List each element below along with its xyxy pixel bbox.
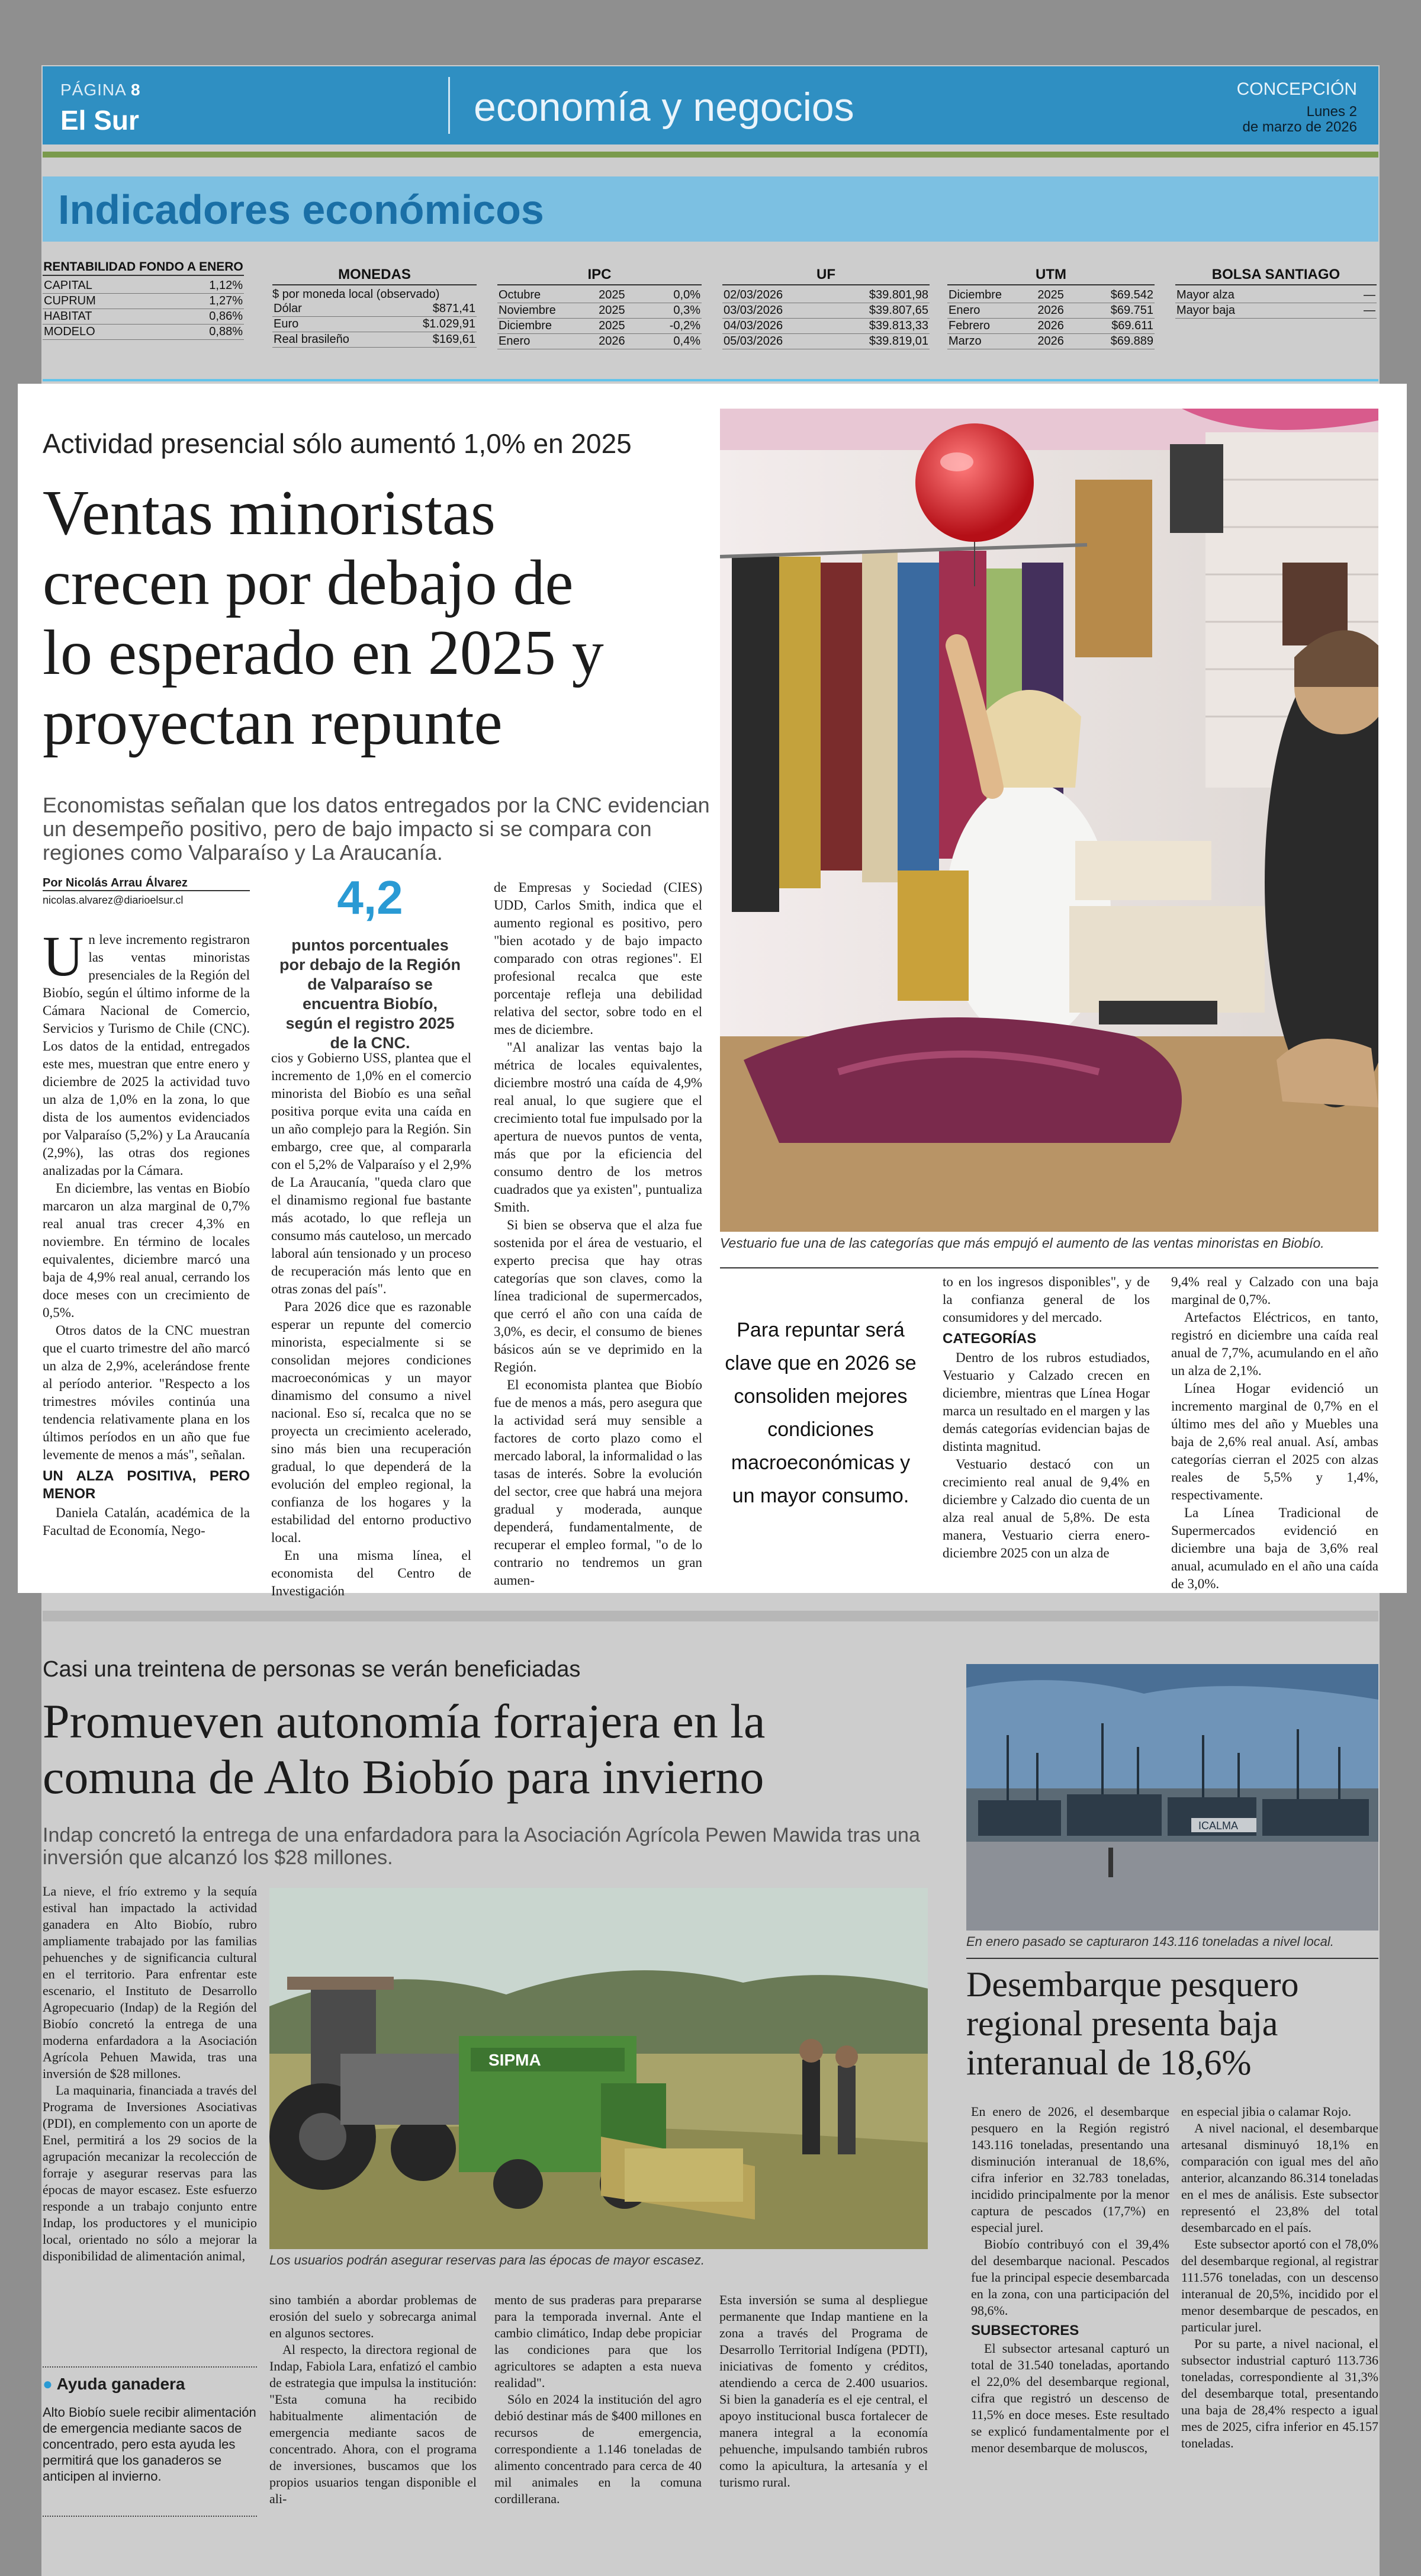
article1-column-2: cios y Gobierno USS, plantea que el incremento de 1,0% en el comercio minorista del Biobío es una señal positiva porque evita una caída en un año complejo para la Región. Sin embargo, cree que, al compararla con el 5,2% de Valparaíso y el 2,9% de La Araucanía, "queda claro que el dinamismo regional fue bastante más acotado, lo que refleja un consumo más cauteloso, un mercado laboral aún tensionado y un proceso de recuperación más lento que en otras zonas del país". Para 2026 dice que es razonable esperar un repunte del comercio minorista, especialmente si se consolidan mejores condiciones macroeconómicas y un mayor dinamismo del consumo a nivel nacional. Eso sí, recalca que no se proyecta un crecimiento acelerado, sino más bien una recuperación gradual, lo que dependerá de la evolución del empleo regional, la confianza de los hogares y la estabilidad del entorno productivo local. En una misma línea, el economista del Centro de Investigación [271, 1051, 471, 1598]
indicator-cell: MODELO [43, 325, 164, 340]
article2-headline [43, 1694, 943, 1805]
indicator-row [1175, 303, 1377, 319]
harbor-photo-illustration [966, 1664, 1378, 1931]
harbor-rule [966, 1958, 1378, 1959]
indicator-row [497, 303, 702, 319]
indicator-cell: 02/03/2026 [722, 288, 826, 303]
article1-column-5: 9,4% real y Calzado con una baja marginal de 0,7%. Artefactos Eléctricos, en tanto, registró en diciembre una caída real anual de 7,7%, acumulando en el año un alza de 2,1%. Línea Hogar evidenció un incremento marginal de 0,7% en el último mes del año y Muebles una baja de 2,6% real anual. Así, ambas categorías cierran el 2025 con alzas reales de 5,5% y 1,4%, respectivamente. La Línea Tradicional de Supermercados evidenció en diciembre una baja de 3,6% real anual, acumulado en el año una caída de 3,0%. [1171, 1274, 1378, 1591]
indicator-bolsa: BOLSA SANTIAGO Mayor alza — Mayor baja — [1175, 266, 1377, 319]
indicator-cell: Real brasileño [272, 332, 392, 348]
edition-city: CONCEPCIÓN [1236, 79, 1357, 99]
indicator-cell: $169,61 [392, 332, 477, 348]
indicator-row [497, 319, 702, 334]
indicator-cell: 1,27% [164, 294, 244, 309]
headline-line: Promueven autonomía forrajera en la [43, 1694, 766, 1748]
monedas-table [272, 301, 477, 348]
indicator-row [43, 325, 244, 340]
indicator-cell: Enero [947, 303, 1036, 319]
article1-lead-paragraph: Un leve incremento registraron las ventas minoristas presenciales de la Región del Biobío, según el último informe de la Cámara Nacional de Comercio, Servicios y Turismo de Chile (CNC). Los datos de la entidad, entregados este mes, muestran que entre enero y diciembre de 2025 la actividad tuvo un alza de 1,0% en la zona, lo que dista de los aumentos evidenciados por Valparaíso (5,2%) y La Araucanía (2,9%), las otras dos regiones analizadas por la Cámara. [43, 924, 250, 1178]
indicator-cell: Euro [272, 317, 392, 332]
indicator-cell: $69.751 [1082, 303, 1155, 319]
indicator-cell: 0,4% [646, 334, 702, 349]
indicator-cell: Diciembre [947, 288, 1036, 303]
indicator-row [497, 334, 702, 349]
pull-quote: Para repuntar será clave que en 2026 se consoliden mejores condiciones macroeconómicas y un mayor consumo. [725, 1319, 917, 1507]
indicator-cell: Noviembre [497, 303, 597, 319]
indicator-row [1175, 288, 1377, 303]
green-rule [43, 152, 1378, 158]
header-divider [448, 77, 450, 134]
article1-byline: Por Nicolás Arrau Álvarez [43, 876, 250, 891]
baler-photo [269, 1888, 928, 2249]
headline-line: comuna de Alto Biobío para invierno [43, 1750, 764, 1804]
indicator-uf: UF 02/03/2026 $39.801,98 03/03/2026 $39.807,65 04/03/2026 $39.813,33 05/03/2026 $39.819,01 [722, 266, 930, 349]
article2-kicker: Casi una treintena de personas se verán beneficiadas [43, 1657, 581, 1682]
baler-brand-label: SIPMA [488, 2051, 541, 2069]
indicator-row [272, 332, 477, 348]
sidebar-rule [43, 2366, 257, 2368]
bolsa-table [1175, 288, 1377, 319]
cyan-rule [43, 379, 1378, 381]
indicator-cell: $1.029,91 [392, 317, 477, 332]
article1-subhead: UN ALZA POSITIVA, PERO MENOR [43, 1468, 250, 1502]
indicator-row [272, 301, 477, 317]
indicator-cell: 0,3% [646, 303, 702, 319]
indicator-cell: Octubre [497, 288, 597, 303]
indicator-row [722, 303, 930, 319]
bullet-icon: ● [43, 2375, 53, 2393]
indicator-cell: 0,0% [646, 288, 702, 303]
indicator-row [43, 309, 244, 325]
uf-table [722, 288, 930, 349]
sidebar-title: ● Ayuda ganadera [43, 2375, 185, 2393]
headline-line: lo esperado en 2025 y [43, 618, 604, 688]
indicator-row [43, 294, 244, 309]
article1-kicker: Actividad presencial sólo aumentó 1,0% en 2025 [43, 428, 632, 459]
indicator-cell: $39.819,01 [826, 334, 930, 349]
indicator-cell: Diciembre [497, 319, 597, 334]
article1-column-3: de Empresas y Sociedad (CIES) UDD, Carlos Smith, indica que el aumento regional es positivo, pero "bien acotado y de bajo impacto comparado con otras regiones". El profesional recalca que este porcentaje refleja una debilidad relativa del sector, sobre todo en el mes de diciembre. "Al analizar las ventas bajo la métrica de locales equivalentes, diciembre mostró una caída de 4,9% real anual, lo que sugiere que el crecimiento total fue impulsado por la apertura de nuevos puntos de venta, más que por la eficiencia del consumo dentro de los metros cuadrados que ya existen", puntualiza Smith. Si bien se observa que el alza fue sostenida por el área de vestuario, el experto precisa que hay otras categorías que son claves, como la línea tradicional de supermercados, que cerró el año con una caída de 3,0%, es decir, el consumo de bienes básicos aún se ve deprimido en la Región. El economista plantea que Biobío fue de menos a más, pero asegura que la actividad será muy sensible a factores de corto plazo como el mercado laboral, la informalidad o las tasas de interés. Sobre la evolución del sector, cree que habrá una mejora gradual y moderada, aunque dependerá, fundamentalmente, de recuperar el empleo formal, "o de lo contrario no tendremos un gran aumen- [494, 880, 702, 1588]
indicator-cell: 2026 [1036, 319, 1082, 334]
indicator-cell: HABITAT [43, 309, 164, 325]
indicator-cell: -0,2% [646, 319, 702, 334]
indicator-cell: $69.542 [1082, 288, 1155, 303]
indicator-cell: 2026 [1036, 303, 1082, 319]
indicator-cell: 2025 [1036, 288, 1082, 303]
indicator-utm: UTM Diciembre 2025 $69.542 Enero 2026 $69.751 Febrero 2026 $69.611 Marzo 2026 $69.889 [947, 266, 1155, 349]
indicator-row [947, 288, 1155, 303]
article1-column-4: to en los ingresos disponibles", y de la confianza general de los consumidores y del mercado. CATEGORÍAS Dentro de los rubros estudiados, Vestuario y Calzado crecen en diciembre, mientras que Línea Hogar marca un resultado en el margen y las demás categorías evidencian bajas de distinta magnitud. Vestuario destacó con un crecimiento real anual de 9,4% en diciembre y Calzado dio cuenta de un alza real anual de 5,8%. De esta manera, Vestuario cierra enero-diciembre 2025 con un alza de [943, 1274, 1150, 1560]
article1-deck: Economistas señalan que los datos entregados por la CNC evidencian un desempeño positivo, pero de bajo impacto si se compara con regiones como Valparaíso y La Araucanía. [43, 793, 710, 865]
boat-name-label: ICALMA [1198, 1820, 1239, 1832]
drop-cap: U [43, 924, 84, 988]
page-header [43, 66, 1378, 144]
fondo-table [43, 278, 244, 340]
indicator-cell: 2026 [1036, 334, 1082, 349]
indicator-cell: $39.813,33 [826, 319, 930, 334]
headline-line: regional presenta baja [966, 2004, 1278, 2043]
article2-column-1: La nieve, el frío extremo y la sequía estival han impactado la actividad ganadera en Alto Biobío, rubro ampliamente trabajado por las familias pehuenches y de significancia cultural en el territorio. Para enfrentar este escenario, el Instituto de Desarrollo Agropecuario (Indap) de la Región del Biobío concretó la entrega de una moderna enfardadora a la Asociación Agrícola Pehuen Mawida, tras una inversión de $28 millones. La maquinaria, financiada a través del Programa de Inversiones Asociativas (PDI), en complemento con un aporte de Enel, permitirá a los 29 socios de la agrupación mecanizar la recolección de forraje y asegurar reservas para las épocas de mayor escasez. Este esfuerzo responde a un trabajo conjunto entre Indap, los productores y el municipio local, orientado no sólo a mejorar la disponibilidad de alimentación animal, [43, 1884, 257, 2263]
headline-line: Ventas minoristas [43, 478, 496, 548]
article1-column-1: Un leve incremento registraron las ventas minoristas presenciales de la Región del Biobío, según el último informe de la Cámara Nacional de Comercio, Servicios y Turismo de Chile (CNC). Los datos de la entidad, entregados este mes, muestran que entre enero y diciembre de 2025 la actividad tuvo un alza de 1,0% en la zona, lo que dista de los aumentos evidenciados por Valparaíso (5,2%) y La Araucanía (2,9%), las otras dos regiones analizadas por la Cámara. En diciembre, las ventas en Biobío marcaron un alza marginal de 0,7% real anual tras crecer 4,3% en noviembre. En término de locales equivalentes, diciembre marcó una baja de 4,9% real anual, cerrando los doce meses con un crecimiento de 0,5%. Otros datos de la CNC muestran que el cuarto trimestre del año marcó un alza de 2,9%, acelerándose frente al período anterior. "Respecto a los trimestres móviles continúa una tendencia relativamente plana en los últimos períodos en un año que fue levemente de menos a más", señalan. UN ALZA POSITIVA, PERO MENOR Daniela Catalán, académica de la Facultad de Economía, Nego- [43, 924, 250, 1538]
indicator-cell: 2026 [597, 334, 645, 349]
indicator-cell: $39.801,98 [826, 288, 930, 303]
indicator-row [497, 288, 702, 303]
indicator-cell: Mayor alza [1175, 288, 1339, 303]
article2-column-2: sino también a abordar problemas de erosión del suelo y sobrecarga animal en algunos sectores. Al respecto, la directora regional de Indap, Fabiola Lara, enfatizó el cambio de estrategia que impulsa la institución: "Esta comuna ha recibido habitualmente alimentación de emergencia mediante sacos de concentrado. Ahora, con el programa de inversiones, buscamos que los propios usuarios tengan disponible el ali- [269, 2292, 477, 2506]
headline-line: crecen por debajo de [43, 548, 574, 618]
indicator-cell: 03/03/2026 [722, 303, 826, 319]
article1-headline [43, 478, 706, 758]
article-separator [43, 1611, 1378, 1621]
shop-photo [720, 409, 1378, 1232]
indicator-cell: 2025 [597, 288, 645, 303]
indicator-row [947, 319, 1155, 334]
sidebar-rule-bottom [43, 2516, 257, 2517]
indicator-cell: Marzo [947, 334, 1036, 349]
indicator-cell: CUPRUM [43, 294, 164, 309]
sidebar-text: Alto Biobío suele recibir alimentación de emergencia mediante sacos de concentrado, pero esta ayuda les permitirá que los ganaderos se anticipen al invierno. [43, 2405, 256, 2484]
indicator-cell: 0,86% [164, 309, 244, 325]
indicator-cell: Febrero [947, 319, 1036, 334]
harbor-photo-caption: En enero pasado se capturaron 143.116 toneladas a nivel local. [966, 1934, 1334, 1949]
shop-photo-illustration [720, 409, 1378, 1232]
headline-line: interanual de 18,6% [966, 2043, 1252, 2082]
headline-line: proyectan repunte [43, 688, 503, 758]
categories-subhead: CATEGORÍAS [943, 1331, 1037, 1347]
indicator-cell: Enero [497, 334, 597, 349]
indicator-cell: $69.611 [1082, 319, 1155, 334]
indicator-cell: 2025 [597, 303, 645, 319]
indicator-cell: Mayor baja [1175, 303, 1339, 319]
newspaper-brand: El Sur [60, 105, 139, 136]
indicator-cell: $39.807,65 [826, 303, 930, 319]
indicator-cell: 1,12% [164, 278, 244, 294]
indicator-row [272, 317, 477, 332]
indicator-row [722, 334, 930, 349]
baler-photo-illustration [269, 1888, 928, 2249]
harbor-photo [966, 1664, 1378, 1931]
utm-table [947, 288, 1155, 349]
indicator-cell: 04/03/2026 [722, 319, 826, 334]
indicator-fondo: RENTABILIDAD FONDO A ENERO CAPITAL 1,12% CUPRUM 1,27% HABITAT 0,86% MODELO 0,88% [43, 261, 244, 340]
article3-headline [966, 1965, 1378, 2082]
subsectores-subhead: SUBSECTORES [971, 2323, 1079, 2339]
indicators-header: Indicadores económicos [43, 176, 1378, 242]
indicator-cell: 0,88% [164, 325, 244, 340]
indicator-row [947, 334, 1155, 349]
highlight-number-text: puntos porcentuales por debajo de la Región de Valparaíso se encuentra Biobío, según el registro 2025 de la CNC. [279, 936, 461, 1052]
indicator-cell: 2025 [597, 319, 645, 334]
article2-column-3: mento de sus praderas para prepararse para la temporada invernal. Ante el cambio climático, Indap debe propiciar las condiciones para que los agricultores se adapten a esta nueva realidad". Sólo en 2024 la institución del agro debió destinar más de $400 millones en recursos de emergencia, correspondiente a 1.146 toneladas de alimento concentrado para cerca de 40 mil animales en la comuna cordillerana. [494, 2292, 702, 2506]
indicator-cell: Dólar [272, 301, 392, 317]
indicator-row [947, 303, 1155, 319]
article3-column-2: en especial jibia o calamar Rojo. A nivel nacional, el desembarque artesanal disminuyó 18,1% en comparación con igual mes del año anterior, alcanzando 86.314 toneladas en el mes de análisis. Este subsector representó el 23,8% del total desembarcado en el país. Este subsector aportó con el 78,0% del desembarque regional, al registrar 111.576 toneladas, con un descenso interanual de 20,5%, incidido por el menor desembarque de pescados, en particular jurel. Por su parte, a nivel nacional, el subsector industrial capturó 113.736 toneladas, correspondiente al 31,3% del desembarque total, presentando una baja de 28,4% respecto a igual mes de 2025, cifra inferior en 45.157 toneladas. [1181, 2104, 1378, 2450]
indicator-cell: — [1339, 303, 1377, 319]
shop-photo-caption: Vestuario fue una de las categorías que más empujó el aumento de las ventas minoristas en Biobío. [720, 1235, 1324, 1251]
edition-date: Lunes 2 de marzo de 2026 [1242, 104, 1357, 135]
indicator-cell: CAPITAL [43, 278, 164, 294]
indicator-cell: — [1339, 288, 1377, 303]
highlight-number: 4,2 [337, 871, 403, 924]
baler-photo-caption: Los usuarios podrán asegurar reservas para las épocas de mayor escasez. [269, 2253, 705, 2267]
page-number: PÁGINA 8 [60, 81, 141, 99]
ipc-table [497, 288, 702, 349]
indicator-row [43, 278, 244, 294]
indicator-ipc: IPC Octubre 2025 0,0% Noviembre 2025 0,3% Diciembre 2025 -0,2% Enero 2026 0,4% [497, 266, 702, 349]
section-title: economía y negocios [474, 85, 854, 130]
headline-line: Desembarque pesquero [966, 1965, 1299, 2004]
indicator-cell: 05/03/2026 [722, 334, 826, 349]
article2-deck: Indap concretó la entrega de una enfardadora para la Asociación Agrícola Pewen Mawida tras una inversión que alcanzó los $28 millones. [43, 1824, 920, 1869]
indicator-monedas: MONEDAS $ por moneda local (observado) Dólar $871,41 Euro $1.029,91 Real brasileño $169,61 [272, 266, 477, 348]
indicator-cell: $69.889 [1082, 334, 1155, 349]
indicator-cell: $871,41 [392, 301, 477, 317]
article3-column-1: En enero de 2026, el desembarque pesquero en la Región registró 143.116 toneladas, presentando una disminución interanual de 18,6%, cifra inferior en 32.783 toneladas, incidido principalmente por la menor captura de pescados (17,7%) en especial jurel. Biobío contribuyó con el 39,4% del desembarque nacional. Pescados fue la principal especie desembarcada en la zona, con una participación del 98,6%. SUBSECTORES El subsector artesanal capturó un total de 31.540 toneladas, aportando el 22,0% del desembarque regional, cifra que registró un descenso de 11,5% en doce meses. Este resultado se explicó fundamentalmente por el menor desembarque de moluscos, [971, 2104, 1169, 2455]
photo-rule [720, 1267, 1378, 1268]
article1-email: nicolas.alvarez@diarioelsur.cl [43, 894, 184, 906]
indicator-row [722, 288, 930, 303]
indicator-row [722, 319, 930, 334]
article2-column-4: Esta inversión se suma al despliegue permanente que Indap mantiene en la zona a través del Programa de Desarrollo Territorial Indígena (PDTI), iniciativas de fomento y créditos, atendiendo a cerca de 2.400 usuarios. Si bien la ganadería es el eje central, el apoyo institucional busca fortalecer de manera integral a la economía pehuenche, impulsando también rubros como la apicultura, la artesanía y el turismo rural. [719, 2292, 928, 2490]
